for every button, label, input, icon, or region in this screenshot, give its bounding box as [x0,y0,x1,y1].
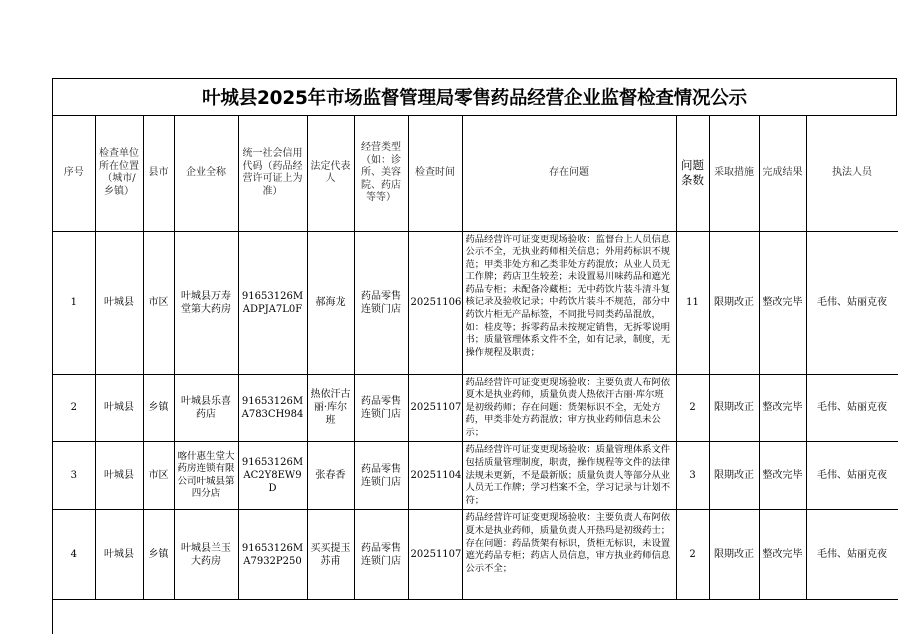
cell-county: 叶城县 [95,442,143,510]
spreadsheet [52,78,897,634]
page-title: 叶城县2025年市场监督管理局零售药品经营企业监督检查情况公示 [202,88,747,109]
cell-issues: 药品经营许可证变更现场验收：主要负责人布阿依夏木是执业药师，质量负责人开热玛是初级药士；存在问题：药品货架有标识，货柜无标识，未设置遮光药品专柜；药店人员信息，审方执业药师信息公示不全； [462,510,676,600]
cell-count: 2 [676,510,709,600]
cell-seq: 2 [53,374,95,442]
cell-measure: 限期改正 [709,374,759,442]
header-name: 企业全称 [174,116,238,231]
cell-issues: 药品经营许可证变更现场验收：主要负责人布阿依夏木是执业药师，质量负责人热依汗古丽·库尔班是初级药师；存在问题：货架标识不全，无处方药，甲类非处方药混放；审方执业药师信息未公示； [462,374,676,442]
cell-result: 整改完毕 [759,374,806,442]
cell-date: 20251106 [408,231,462,374]
cell-seq: 4 [53,510,95,600]
cell-county: 叶城县 [95,231,143,374]
cell-seq: 1 [53,231,95,374]
cell-officer: 毛伟、姑丽克夜 [806,231,898,374]
cell-type: 药品零售连锁门店 [354,374,408,442]
table-row [53,231,898,374]
cell-legal: 张春香 [307,442,354,510]
cell-legal: 买买提玉苏甫 [307,510,354,600]
cell-result: 整改完毕 [759,231,806,374]
header-count: 问题条数 [676,116,709,231]
cell-name: 叶城县万寿堂第大药房 [174,231,238,374]
cell-issues: 药品经营许可证变更现场验收：质量管理体系文件包括质量管理制度，职责，操作规程等文件的法律法规未更新，不是最新版；质量负责人等部分从业人员无工作牌；学习档案不全，学习记录与计划不符； [462,442,676,510]
cell-count: 2 [676,374,709,442]
cell-count: 3 [676,442,709,510]
cell-officer: 毛伟、姑丽克夜 [806,510,898,600]
cell-seq: 3 [53,442,95,510]
header-row [53,116,898,231]
cell-county: 叶城县 [95,510,143,600]
cell-credit: 91653126MAC2Y8EW9D [238,442,307,510]
header-result: 完成结果 [759,116,806,231]
cell-credit: 91653126MADPJA7L0F [238,231,307,374]
cell-measure: 限期改正 [709,442,759,510]
header-county: 县市 [143,116,174,231]
table-row [53,510,898,600]
cell-date: 20251107 [408,510,462,600]
header-credit: 统一社会信用代码（药品经营许可证上为准） [238,116,307,231]
header-legal: 法定代表人 [307,116,354,231]
cell-type: 药品零售连锁门店 [354,231,408,374]
cell-credit: 91653126MA783CH984 [238,374,307,442]
cell-credit: 91653126MA7932P250 [238,510,307,600]
cell-officer: 毛伟、姑丽克夜 [806,442,898,510]
header-measure: 采取措施 [709,116,759,231]
cell-count: 11 [676,231,709,374]
inspection-table [53,116,898,600]
cell-result: 整改完毕 [759,510,806,600]
cell-type: 药品零售连锁门店 [354,510,408,600]
table-row [53,442,898,510]
cell-date: 20251104 [408,442,462,510]
cell-measure: 限期改正 [709,231,759,374]
cell-location: 乡镇 [143,510,174,600]
cell-location: 市区 [143,442,174,510]
header-seq: 序号 [53,116,95,231]
cell-date: 20251107 [408,374,462,442]
cell-name: 叶城县乐喜药店 [174,374,238,442]
header-date: 检查时间 [408,116,462,231]
cell-issues: 药品经营许可证变更现场验收：监督台上人员信息公示不全，无执业药师相关信息；外用药标识不规范；甲类非处方和乙类非处方药混放；从业人员无工作牌；药店卫生较差；未设置易川味药品和遮光药品专柜；未配备冷藏柜；无中药饮片装斗清斗复核记录及验收记录；中药饮片装斗不规范，部分中药饮片柜无产品标签，不同批号同类药品混放，如：桂皮等；拆零药品未按规定销售，无拆零说明书；质量管理体系文件不全，如有记录，制度，无操作规程及职责； [462,231,676,374]
cell-measure: 限期改正 [709,510,759,600]
cell-type: 药品零售连锁门店 [354,442,408,510]
cell-name: 喀什惠生堂大药房连锁有限公司叶城县第四分店 [174,442,238,510]
cell-legal: 热依汗古丽·库尔班 [307,374,354,442]
cell-result: 整改完毕 [759,442,806,510]
table-row [53,374,898,442]
header-officer: 执法人员 [806,116,898,231]
header-type: 经营类型（如：诊所、美容院、药店等等） [354,116,408,231]
cell-officer: 毛伟、姑丽克夜 [806,374,898,442]
cell-location: 乡镇 [143,374,174,442]
cell-county: 叶城县 [95,374,143,442]
title-row [53,79,897,116]
header-issues: 存在问题 [462,116,676,231]
cell-location: 市区 [143,231,174,374]
cell-name: 叶城县兰玉大药房 [174,510,238,600]
cell-legal: 郝海龙 [307,231,354,374]
header-location: 检查单位所在位置（城市/乡镇） [95,116,143,231]
